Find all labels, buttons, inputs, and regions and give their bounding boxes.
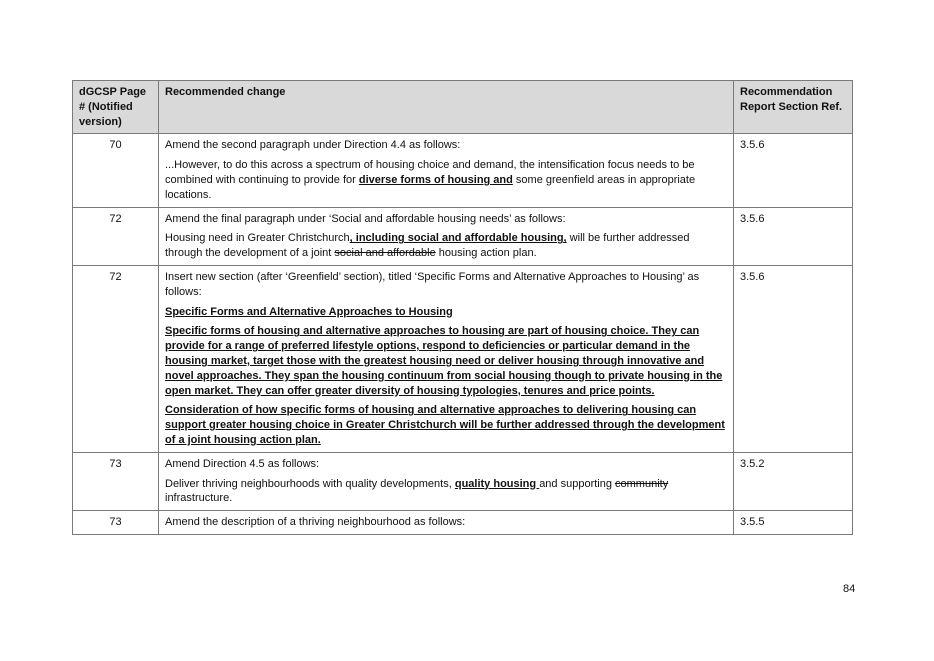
ref-cell: 3.5.6 [734,207,853,265]
text-run: ...However, to do this across a spectrum of housing choice and demand, the intensification focus needs to be combined with continuing to provide for [165,159,695,186]
amended-text [165,477,727,507]
text-run: Deliver thriving neighbourhoods with quality developments, [165,477,455,490]
table-row [73,452,853,510]
change-cell [159,134,734,207]
text-run: some greenfield areas in appropriate locations. [165,173,696,201]
text-run: Housing need in Greater Christchurch [165,232,350,245]
header-change: Recommended change [159,81,734,134]
table-row [73,511,853,535]
page-cell: 70 [73,134,159,207]
table-row [73,265,853,452]
deleted-text: community [615,477,669,490]
instruction-text: Amend the second paragraph under Direction 4.4 as follows: [165,139,461,152]
instruction-text: Amend Direction 4.5 as follows: [165,457,320,470]
page-cell: 73 [73,511,159,535]
change-cell [159,265,734,452]
page-cell: 72 [73,265,159,452]
ref-cell: 3.5.2 [734,452,853,510]
page-number: 84 [843,583,856,595]
table-row [73,207,853,265]
instruction-text: Amend the final paragraph under ‘Social and affordable housing needs’ as follows: [165,212,566,225]
text-run: will be further addressed through the development of a joint [165,232,690,260]
recommendations-table [72,80,853,535]
ref-cell: 3.5.5 [734,511,853,535]
change-cell [159,511,734,535]
amended-text [165,158,727,202]
change-cell [159,207,734,265]
amended-text [165,231,727,261]
inserted-text: diverse forms of housing and [358,173,513,186]
header-row [73,81,853,134]
header-ref: Recommendation Report Section Ref. [734,81,853,134]
inserted-text: quality housing [454,477,540,490]
instruction-text: Amend the description of a thriving neighbourhood as follows: [165,516,466,529]
text-run: and supporting [539,477,616,490]
inserted-paragraph: Consideration of how specific forms of housing and alternative approaches to delivering housing can support greater housing choice in Greater Christchurch will be further addressed through the development of a joint housing action plan. [165,404,725,446]
ref-cell: 3.5.6 [734,265,853,452]
table-row [73,134,853,207]
inserted-text: , including social and affordable housing, [349,232,567,245]
header-page: dGCSP Page # (Notified version) [73,81,159,134]
text-run: housing action plan. [435,247,537,260]
instruction-text: Insert new section (after ‘Greenfield’ section), titled ‘Specific Forms and Alternative Approaches to Housing’ as follows: [165,270,700,298]
page-cell: 72 [73,207,159,265]
change-cell [159,452,734,510]
inserted-paragraph: Specific forms of housing and alternative approaches to housing are part of housing choice. They can provide for a range of preferred lifestyle options, respond to deficiencies or particular demand in the housing market, target those with the greatest housing need or deliver housing through innovative and novel approaches. They span the housing continuum from social housing though to private housing in the open market. They can offer greater diversity of housing typologies, tenures and price points. [165,325,723,397]
inserted-heading: Specific Forms and Alternative Approaches to Housing [165,305,453,318]
ref-cell: 3.5.6 [734,134,853,207]
page-cell: 73 [73,452,159,510]
text-run: infrastructure. [165,492,233,505]
deleted-text: social and affordable [334,247,436,260]
